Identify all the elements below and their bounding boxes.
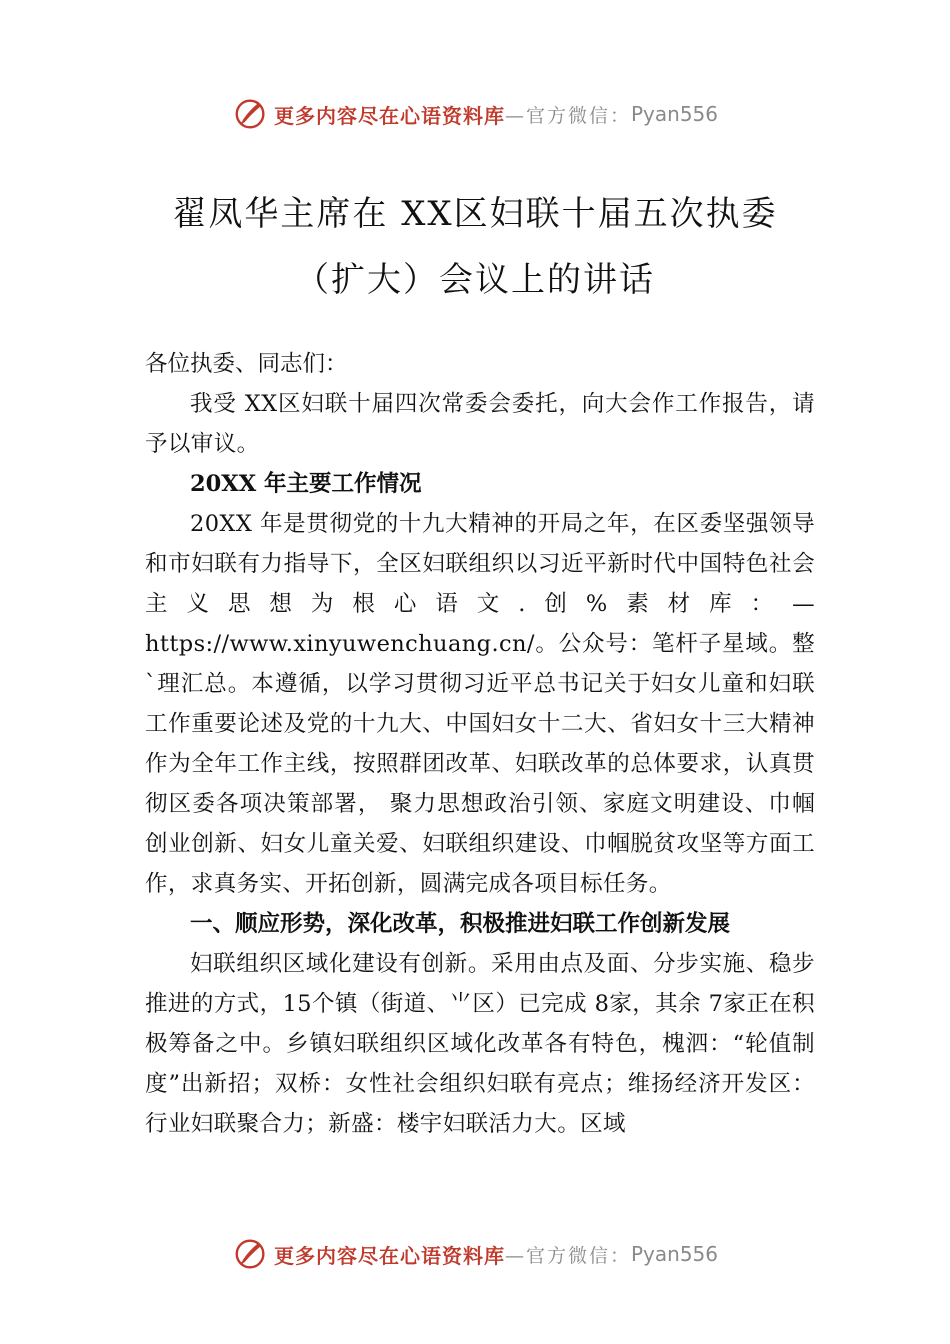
watermark-banner-bottom [0,1232,950,1276]
watermark-red-text: 更多内容尽在心语资料库 [273,1243,505,1268]
pen-seal-icon [232,95,270,133]
watermark-wechat-id: Pyan556 [631,102,719,126]
watermark-gray-text: —官方微信： [504,104,631,127]
document-title-line2: （扩大）会议上的讲话 [295,260,655,300]
document-body [145,344,815,1144]
watermark-red-text: 更多内容尽在心语资料库 [273,103,505,128]
watermark-banner-top [0,92,950,136]
section-heading-year: 20XX 年主要工作情况 [190,471,422,497]
section-one-paragraph: 妇联组织区域化建设有创新。采用由点及面、分步实施、稳步推进的方式，15个镇（街道、⺌区）已完成 8家，其余 7家正在积极筹备之中。乡镇妇联组织区域化改革各有特色，槐泗：“轮值制度”出新招；双桥：女性社会组织妇联有亮点；维扬经济开发区：行业妇联聚合力；新盛：楼宇妇联活力大。区域 [145,951,815,1137]
watermark-wechat-id: Pyan556 [631,1242,719,1266]
pen-seal-icon [232,1235,270,1273]
section-heading-one: 一、顺应形势，深化改革，积极推进妇联工作创新发展 [190,911,731,937]
document-title-line1: 翟凤华主席在 XX区妇联十届五次执委 [172,194,778,234]
intro-paragraph: 我受 XX区妇联十届四次常委会委托，向大会作工作报告，请予以审议。 [145,391,815,457]
salutation: 各位执委、同志们： [145,351,348,377]
watermark-gray-text: —官方微信： [504,1244,631,1267]
year-summary-paragraph: 20XX 年是贯彻党的十九大精神的开局之年，在区委坚强领导和市妇联有力指导下，全区妇联组织以习近平新时代中国特色社会主义思想为根心语文.创%素材库：—https://www.xinyuwenchuang.cn/。公众号：笔杆子星域。整`理汇总。本遵循，以学习贯彻习近平总书记关于妇女儿童和妇联工作重要论述及党的十九大、中国妇女十二大、省妇女十三大精神作为全年工作主线，按照群团改革、妇联改革的总体要求，认真贯彻区委各项决策部署， 聚力思想政治引领、家庭文明建设、巾帼创业创新、妇女儿童关爱、妇联组织建设、巾帼脱贫攻坚等方面工作，求真务实、开拓创新，圆满完成各项目标任务。 [145,511,815,897]
